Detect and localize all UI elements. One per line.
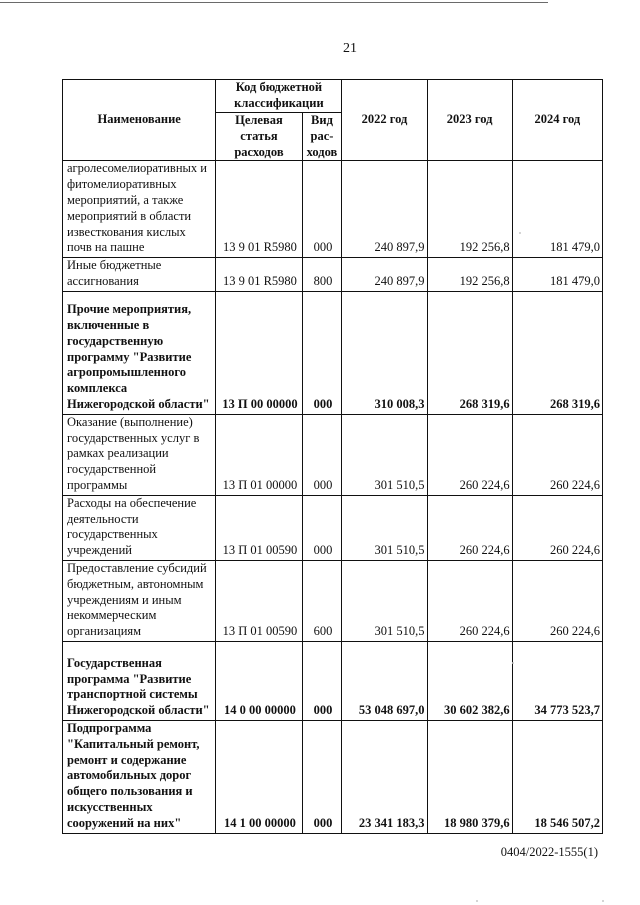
header-2024: 2024 год [512,80,602,161]
table-header [63,80,603,161]
header-2023: 2023 год [427,80,512,161]
scan-speck [512,662,514,664]
row-expense-type: 000 [302,161,342,258]
page-number: 21 [343,41,357,56]
header-name: Наименование [63,80,216,161]
table-row [63,291,603,414]
header-expense-type: Вид рас-ходов [302,113,342,161]
row-value-2022: 53 048 697,0 [342,641,427,720]
header-code-group: Код бюджетной классификации [216,80,342,113]
row-target-article: 13 П 01 00590 [216,560,302,641]
row-value-2024: 181 479,0 [512,161,602,258]
scan-speck [476,900,478,902]
row-value-2024: 268 319,6 [512,291,602,414]
row-target-article: 13 П 00 00000 [216,291,302,414]
row-value-2023: 192 256,8 [427,161,512,258]
row-expense-type: 000 [302,641,342,720]
row-name: Подпрограмма "Капитальный ремонт, ремонт и содержание автомобильных дорог общего пользования и искусственных сооружений на них" [63,720,216,833]
header-2022: 2022 год [342,80,427,161]
row-target-article: 13 П 01 00590 [216,495,302,560]
header-target-article: Целевая статья расходов [216,113,302,161]
table-body [63,161,603,833]
table-row [63,414,603,495]
table-row [63,161,603,258]
row-value-2022: 310 008,3 [342,291,427,414]
row-name: Государственная программа "Развитие транспортной системы Нижегородской области" [63,641,216,720]
row-name: Расходы на обеспечение деятельности государственных учреждений [63,495,216,560]
table-row [63,258,603,292]
scan-speck [602,900,604,902]
table-row [63,495,603,560]
row-expense-type: 000 [302,291,342,414]
row-value-2022: 240 897,9 [342,161,427,258]
table-row [63,641,603,720]
top-rule [0,2,548,3]
scan-speck [519,232,521,234]
row-expense-type: 000 [302,720,342,833]
row-value-2023: 18 980 379,6 [427,720,512,833]
row-target-article: 14 0 00 00000 [216,641,302,720]
row-value-2023: 30 602 382,6 [427,641,512,720]
row-expense-type: 000 [302,414,342,495]
row-expense-type: 600 [302,560,342,641]
row-value-2024: 34 773 523,7 [512,641,602,720]
row-name: Предоставление субсидий бюджетным, автономным учреждениям и иным некоммерческим организациям [63,560,216,641]
row-value-2022: 301 510,5 [342,560,427,641]
row-name: Прочие мероприятия, включенные в государственную программу "Развитие агропромышленного комплекса Нижегородской области" [63,291,216,414]
row-value-2022: 240 897,9 [342,258,427,292]
row-value-2024: 181 479,0 [512,258,602,292]
row-target-article: 13 П 01 00000 [216,414,302,495]
table-row [63,560,603,641]
row-value-2022: 301 510,5 [342,414,427,495]
row-target-article: 14 1 00 00000 [216,720,302,833]
row-value-2024: 18 546 507,2 [512,720,602,833]
row-target-article: 13 9 01 R5980 [216,161,302,258]
row-expense-type: 800 [302,258,342,292]
row-value-2023: 268 319,6 [427,291,512,414]
row-value-2023: 192 256,8 [427,258,512,292]
row-value-2023: 260 224,6 [427,560,512,641]
row-value-2024: 260 224,6 [512,495,602,560]
document-code: 0404/2022-1555(1) [500,845,598,859]
row-target-article: 13 9 01 R5980 [216,258,302,292]
row-value-2022: 301 510,5 [342,495,427,560]
row-name: Оказание (выполнение) государственных услуг в рамках реализации государственной программы [63,414,216,495]
row-value-2022: 23 341 183,3 [342,720,427,833]
table-row [63,720,603,833]
row-value-2024: 260 224,6 [512,560,602,641]
row-value-2023: 260 224,6 [427,414,512,495]
budget-table [62,79,603,834]
row-name: агролесомелиоративных и фитомелиоративных мероприятий, а также мероприятий в области известкования кислых почв на пашне [63,161,216,258]
row-name: Иные бюджетные ассигнования [63,258,216,292]
row-value-2024: 260 224,6 [512,414,602,495]
row-expense-type: 000 [302,495,342,560]
row-value-2023: 260 224,6 [427,495,512,560]
